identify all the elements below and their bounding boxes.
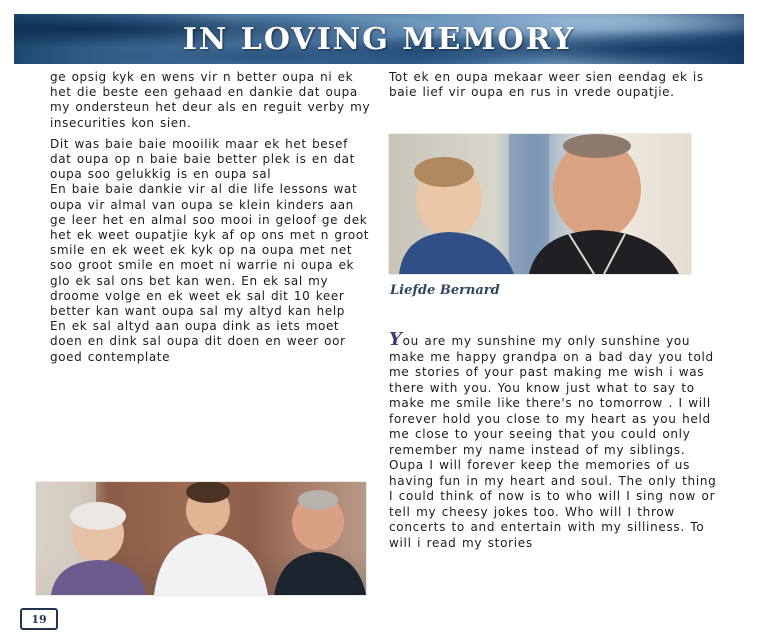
photo-family-group-drawing [36, 482, 366, 595]
banner-title: IN LOVING MEMORY [182, 21, 576, 57]
photo-grandfather-with-child-drawing [389, 134, 691, 274]
right-column-bottom-text [389, 329, 721, 551]
left-paragraph-1: ge opsig kyk en wens vir n better oupa ni ek het die beste een gehaad en dankie dat oupa my ondersteun het deur als en reguit verby my insecurities kon sien. [50, 70, 371, 130]
photo-caption: Liefde Bernard [390, 283, 500, 298]
right-column-top-text [389, 70, 719, 106]
drop-cap: Y [389, 329, 403, 350]
page-number: 19 [20, 608, 58, 630]
left-paragraph-3: En baie baie dankie vir al die life lessons wat oupa vir almal van oupa se klein kinders aan ge leer het en almal soo mooi in geloof ge dek het ek weet oupatjie kyk af op ons met n groot smile en ek weet ek kyk op na oupa met net soo groot smile en moet ni warrie ni oupa ek glo ek sal ons bet kan wen. En ek sal my droome volge en ek weet ek sal dit 10 keer better kan want oupa sal my altyd kan help [50, 182, 370, 319]
right-paragraph-tribute: ou are my sunshine my only sunshine you make me happy grandpa on a bad day you told me stories of your past making me wish i was there with you. You know just what to say to make me smile like there's no tomorrow . I will forever hold you close to my heart as you held me close to your seeing that you could only remember my name instead of my siblings. Oupa I will forever keep the memories of us having fun in my heart and soul. The only thing I could think of now is to who will I sing now or tell my cheesy jokes too. Who will I throw concerts to and entertain with my silliness. To will i read my stories [389, 334, 717, 550]
left-column-text [50, 70, 372, 371]
memorial-banner [14, 14, 744, 64]
right-paragraph-farewell: Tot ek en oupa mekaar weer sien eendag ek is baie lief vir oupa en rus in vrede oupatjie. [389, 70, 704, 100]
photo-family-group [36, 482, 366, 595]
left-paragraph-2: Dit was baie baie mooilik maar ek het besef dat oupa op n baie baie better plek is en dat oupa soo gelukkig is en oupa sal [50, 136, 355, 182]
left-paragraph-4: En ek sal altyd aan oupa dink as iets moet doen en dink sal oupa dit doen en weer oor goed contemplate [50, 319, 346, 364]
photo-grandfather-with-child [389, 134, 691, 274]
